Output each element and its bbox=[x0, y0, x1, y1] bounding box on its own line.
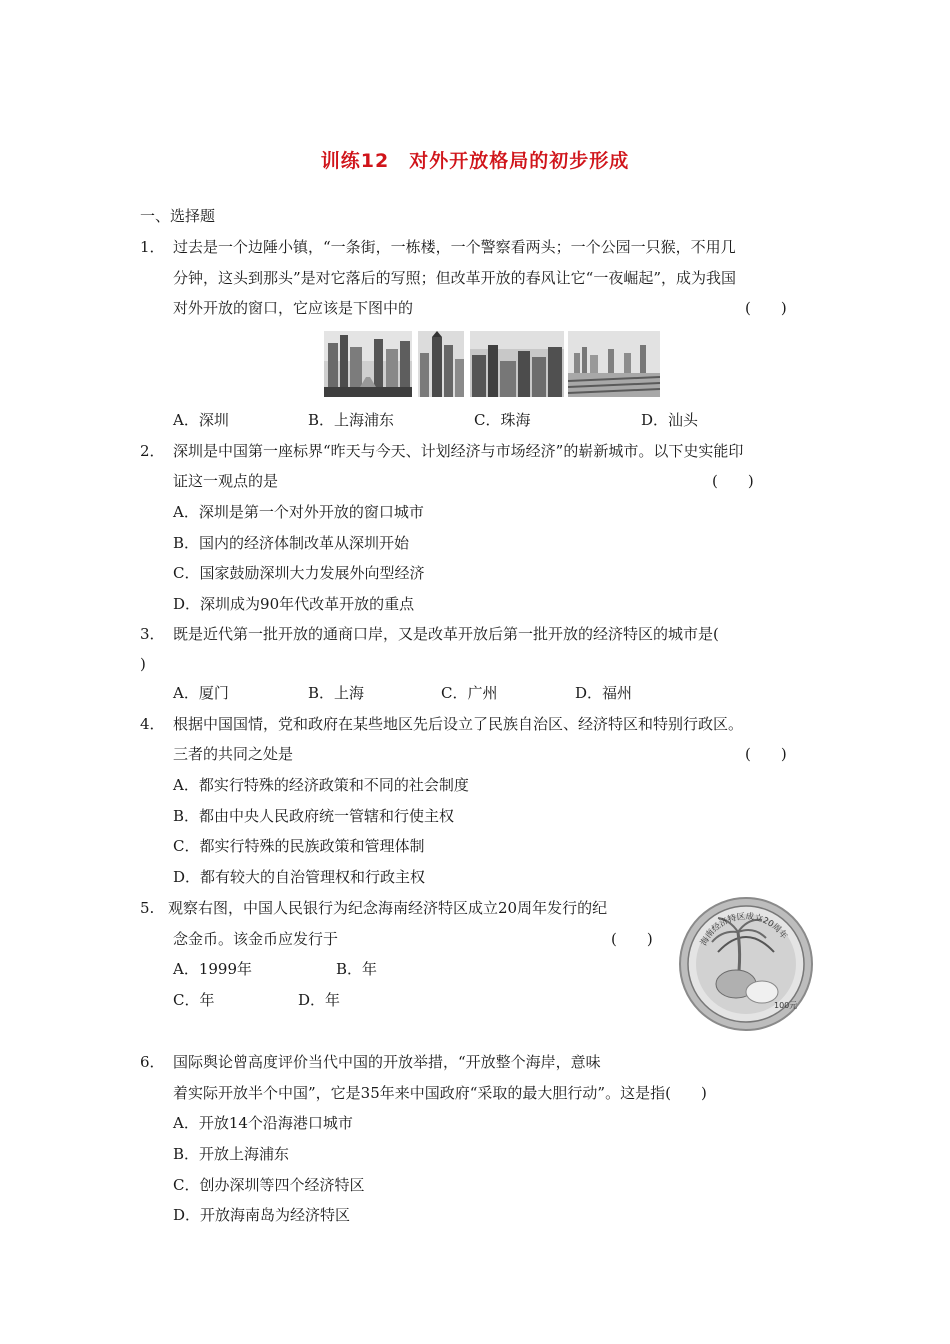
option-d: D．都有较大的自治管理权和行政主权 bbox=[173, 868, 426, 886]
option-a: A．深圳 bbox=[173, 411, 229, 429]
option-a: A．1999年 bbox=[173, 960, 253, 978]
section-heading: 一、选择题 bbox=[140, 207, 216, 225]
option-b: B．上海 bbox=[308, 684, 365, 702]
option-c: C．珠海 bbox=[474, 411, 531, 429]
question-number: 2． bbox=[140, 442, 165, 460]
option-c: C．国家鼓励深圳大力发展外向型经济 bbox=[173, 564, 425, 582]
city-photo-1 bbox=[324, 331, 412, 397]
option-d: D．福州 bbox=[575, 684, 633, 702]
city-photo-4 bbox=[568, 331, 660, 397]
page-title: 训练12 对外开放格局的初步形成 bbox=[320, 150, 630, 172]
question-number: 3． bbox=[140, 625, 165, 643]
answer-blank: ( ) bbox=[611, 930, 653, 948]
option-b: B．开放上海浦东 bbox=[173, 1145, 290, 1163]
coin-inscription: 海南经济特区成立20周年 bbox=[698, 911, 789, 948]
option-a: A．开放14个沿海港口城市 bbox=[173, 1114, 353, 1132]
option-a: A．深圳是第一个对外开放的窗口城市 bbox=[173, 503, 424, 521]
option-c: C．都实行特殊的民族政策和管理体制 bbox=[173, 837, 425, 855]
answer-blank: ( ) bbox=[712, 472, 754, 490]
question-number: 4． bbox=[140, 715, 165, 733]
coin-denomination: 100元 bbox=[774, 1001, 798, 1010]
city-photo-2 bbox=[418, 331, 464, 397]
option-c: C．广州 bbox=[441, 684, 498, 702]
question-text: 分钟，这头到那头”是对它落后的写照；但改革开放的春风让它“一夜崛起”，成为我国 bbox=[173, 269, 737, 287]
question-text: 念金币。该金币应发行于 bbox=[173, 930, 339, 948]
option-b: B．上海浦东 bbox=[308, 411, 395, 429]
question-text: 对外开放的窗口，它应该是下图中的 bbox=[173, 299, 414, 317]
option-b: B．年 bbox=[336, 960, 378, 978]
question-text: 国际舆论曾高度评价当代中国的开放举措，“开放整个海岸，意味 bbox=[173, 1053, 601, 1071]
question-text: 过去是一个边陲小镇，“一条街，一栋楼，一个警察看两头；一个公园一只猴，不用几 bbox=[173, 238, 736, 256]
option-b: B．国内的经济体制改革从深圳开始 bbox=[173, 534, 410, 552]
option-d: D．年 bbox=[298, 991, 341, 1009]
option-c: C．创办深圳等四个经济特区 bbox=[173, 1176, 365, 1194]
option-d: D．开放海南岛为经济特区 bbox=[173, 1206, 351, 1224]
question-text: 证这一观点的是 bbox=[173, 472, 279, 490]
question-text: 深圳是中国第一座标界“昨天与今天、计划经济与市场经济”的崭新城市。以下史实能印 bbox=[173, 442, 744, 460]
answer-blank: ( ) bbox=[745, 745, 787, 763]
option-d: D．深圳成为90年代改革开放的重点 bbox=[173, 595, 415, 613]
option-c: C．年 bbox=[173, 991, 215, 1009]
option-a: A．厦门 bbox=[173, 684, 229, 702]
question-text: 既是近代第一批开放的通商口岸，又是改革开放后第一批开放的经济特区的城市是( bbox=[173, 625, 719, 643]
city-photo-3 bbox=[470, 331, 564, 397]
question-text: 根据中国国情，党和政府在某些地区先后设立了民族自治区、经济特区和特别行政区。 bbox=[173, 715, 744, 733]
question-number: 1． bbox=[140, 238, 165, 256]
question-text: 三者的共同之处是 bbox=[173, 745, 294, 763]
commemorative-coin-image bbox=[678, 892, 814, 1032]
question-number: 5. bbox=[140, 899, 155, 917]
option-a: A．都实行特殊的经济政策和不同的社会制度 bbox=[173, 776, 469, 794]
question-number: 6． bbox=[140, 1053, 165, 1071]
question-text: 观察右图，中国人民银行为纪念海南经济特区成立20周年发行的纪 bbox=[168, 899, 608, 917]
option-d: D．汕头 bbox=[641, 411, 699, 429]
question-text: ) bbox=[140, 655, 146, 673]
question-text: 着实际开放半个中国”，它是35年来中国政府“采取的最大胆行动”。这是指( ) bbox=[173, 1084, 707, 1102]
option-b: B．都由中央人民政府统一管辖和行使主权 bbox=[173, 807, 455, 825]
answer-blank: ( ) bbox=[745, 299, 787, 317]
